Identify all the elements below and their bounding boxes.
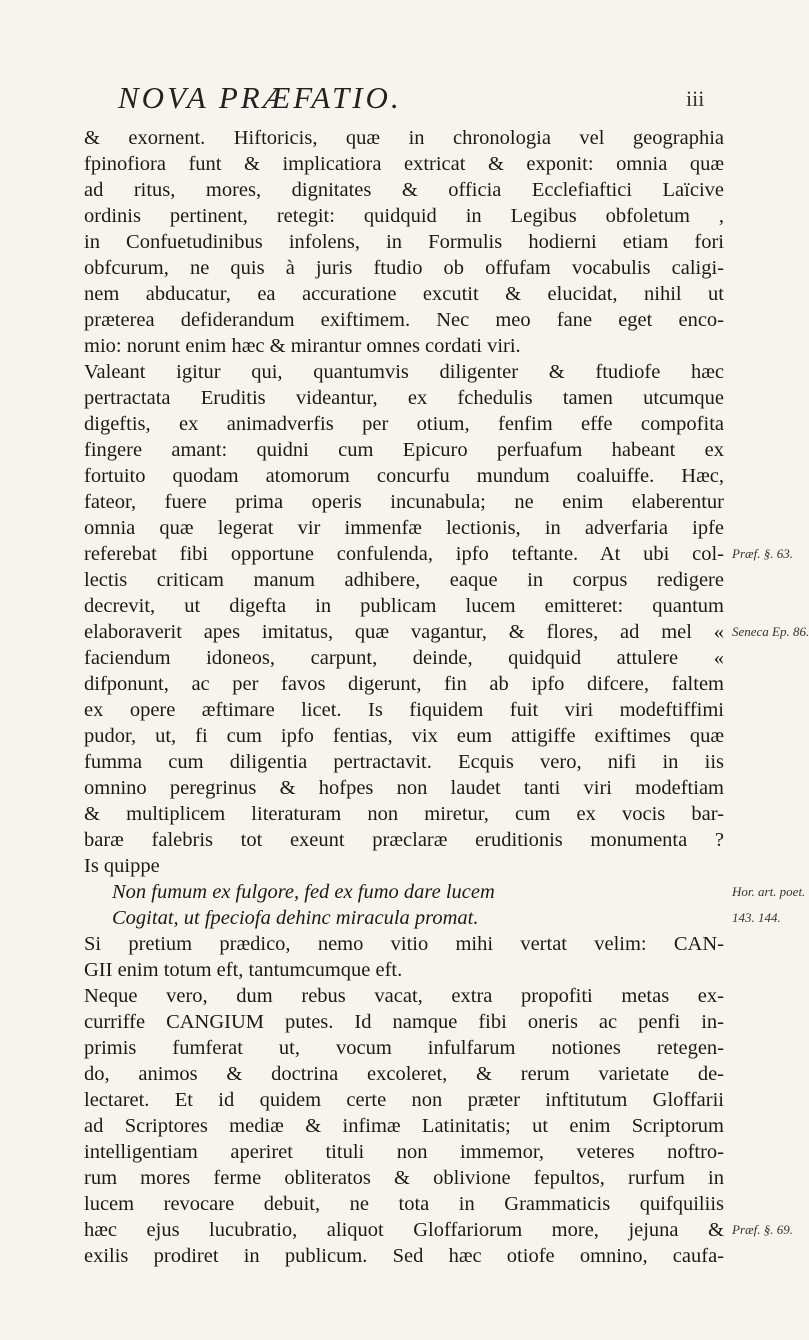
text-line: Is quippe (84, 855, 160, 877)
text-line: curriffe CANGIUM putes. Id namque fibi oneris ac penfi in- (84, 1011, 724, 1033)
text-line: ad ritus, mores, dignitates & officia Ecclefiaftici Laïcive (84, 179, 724, 201)
text-line: rum mores ferme obliteratos & oblivione fepultos, rurfum in (84, 1167, 724, 1189)
text-line: fateor, fuere prima operis incunabula; ne enim elaberentur (84, 491, 724, 513)
text-line: Valeant igitur qui, quantumvis diligenter & ftudiofe hæc (84, 361, 724, 383)
margin-note: Præf. §. 69. (732, 1222, 794, 1237)
text-line: ex opere æftimare licet. Is fiquidem fuit viri modeftiffimi (84, 699, 724, 721)
text-line: omnino peregrinus & hofpes non laudet tanti viri modeftiam (84, 777, 724, 799)
text-line: lectis criticam manum adhibere, eaque in corpus redigere (84, 569, 724, 591)
text-line: Cogitat, ut fpeciofa dehinc miracula promat. (112, 907, 479, 929)
text-line: Non fumum ex fulgore, fed ex fumo dare lucem (112, 881, 495, 903)
running-title: NOVA PRÆFATIO. (118, 80, 402, 115)
text-line: digeftis, ex animadverfis per otium, fenfim effe compofita (84, 413, 724, 435)
text-line: obfcurum, ne quis à juris ftudio ob offufam vocabulis caligi- (84, 257, 724, 279)
text-line: hæc ejus lucubratio, aliquot Gloffariorum more, jejuna & (84, 1219, 724, 1241)
text-line: pertractata Eruditis videantur, ex fchedulis tamen utcumque (84, 387, 724, 409)
text-line: pudor, ut, fi cum ipfo fentias, vix eum attigiffe exiftimes quæ (84, 725, 724, 747)
text-line: lucem revocare debuit, ne tota in Grammaticis quifquiliis (84, 1193, 724, 1215)
text-line: lectaret. Et id quidem certe non præter inftitutum Gloffarii (84, 1089, 724, 1111)
body-text (84, 125, 724, 1269)
text-line: intelligentiam aperiret tituli non immemor, veteres noftro- (84, 1141, 724, 1163)
text-line: mio: norunt enim hæc & mirantur omnes cordati viri. (84, 335, 521, 357)
text-line: in Confuetudinibus infolens, in Formulis hodierni etiam fori (84, 231, 724, 253)
text-line: ordinis pertinent, retegit: quidquid in Legibus obfoletum , (84, 205, 724, 227)
margin-note: Seneca Ep. 86. (732, 624, 809, 639)
margin-note: 143. 144. (732, 910, 781, 925)
text-line: omnia quæ legerat vir immenfæ lectionis, in adverfaria ipfe (84, 517, 724, 539)
text-line: fpinofiora funt & implicatiora extricat & exponit: omnia quæ (84, 153, 724, 175)
text-line: elaboraverit apes imitatus, quæ vagantur, & flores, ad mel « (84, 621, 724, 643)
text-line: fortuito quodam atomorum concurfu mundum coaluiffe. Hæc, (84, 465, 724, 487)
text-line: præterea defiderandum exiftimem. Nec meo fane eget enco- (84, 309, 724, 331)
text-line: referebat fibi opportune confulenda, ipfo teftante. At ubi col- (84, 543, 724, 565)
running-header (0, 80, 800, 120)
text-line: fumma cum diligentia pertractavit. Ecquis vero, nifi in iis (84, 751, 724, 773)
text-line: nem abducatur, ea accuratione excutit & elucidat, nihil ut (84, 283, 724, 305)
text-line: Si pretium prædico, nemo vitio mihi vertat velim: CAN- (84, 933, 724, 955)
text-line: do, animos & doctrina excoleret, & rerum varietate de- (84, 1063, 724, 1085)
text-line: & multiplicem literaturam non miretur, cum ex vocis bar- (84, 803, 724, 825)
text-line: decrevit, ut digefta in publicam lucem emitteret: quantum (84, 595, 724, 617)
text-line: ad Scriptores mediæ & infimæ Latinitatis; ut enim Scriptorum (84, 1115, 724, 1137)
text-line: exilis prodiret in publicum. Sed hæc otiofe omnino, caufa- (84, 1245, 724, 1267)
margin-note: Præf. §. 63. (732, 546, 794, 561)
text-line: Neque vero, dum rebus vacat, extra propofiti metas ex- (84, 985, 724, 1007)
text-line: difponunt, ac per favos digerunt, fin ab ipfo difcere, faltem (84, 673, 724, 695)
text-line: GII enim totum eft, tantumcumque eft. (84, 959, 403, 981)
margin-note: Hor. art. poet. (732, 884, 806, 899)
text-line: baræ falebris tot exeunt præclaræ eruditionis monumenta ? (84, 829, 724, 851)
text-line: & exornent. Hiftoricis, quæ in chronologia vel geographia (84, 127, 724, 149)
text-line: fingere amant: quidni cum Epicuro perfuafum habeant ex (84, 439, 724, 461)
text-line: primis fumferat ut, vocum infulfarum notiones retegen- (84, 1037, 724, 1059)
page-number: iii (686, 86, 705, 111)
text-line: faciendum idoneos, carpunt, deinde, quidquid attulere « (84, 647, 724, 669)
